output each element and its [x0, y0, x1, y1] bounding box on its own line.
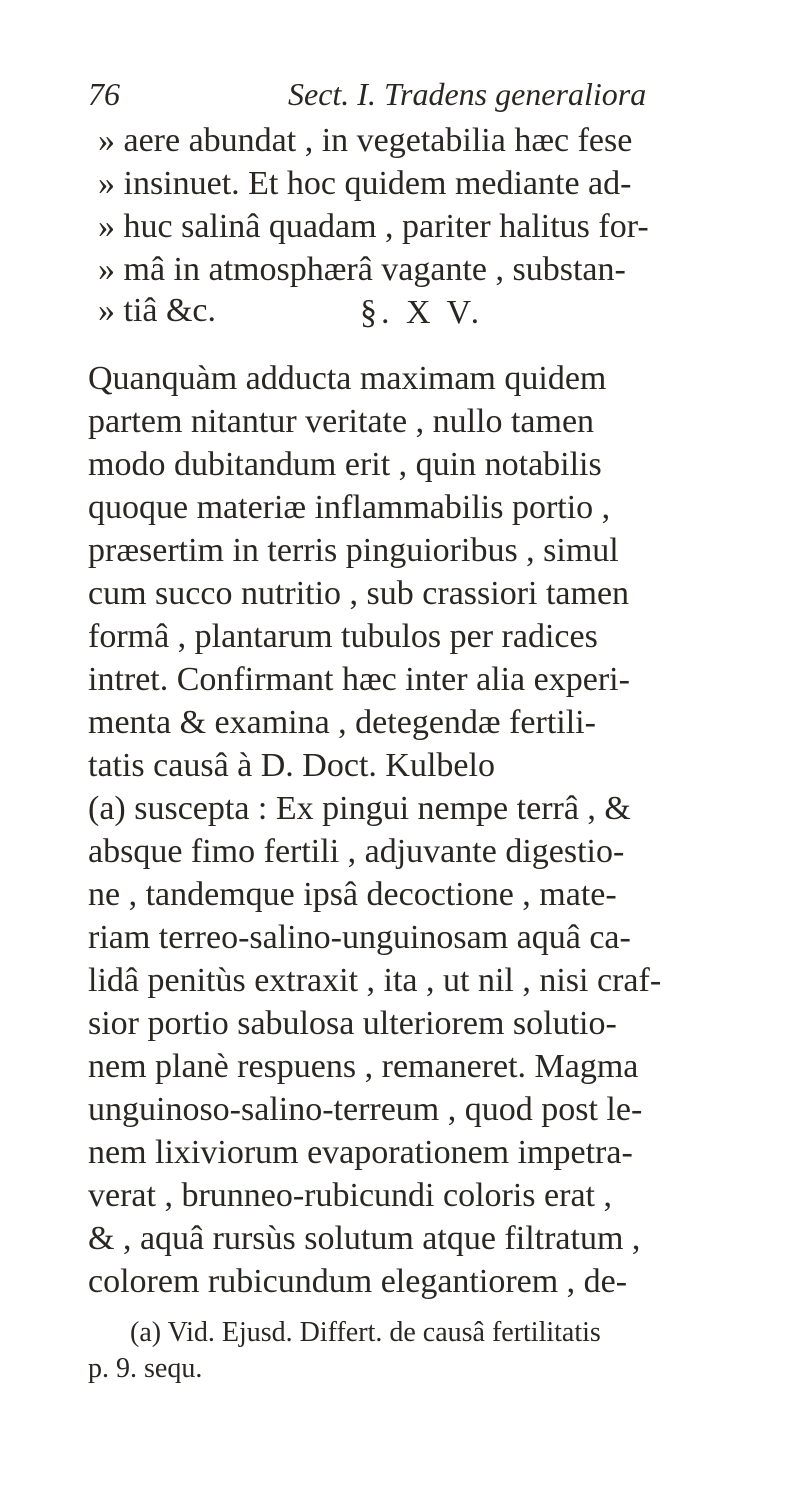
body-line: riam terreo-salino-unguinosam aquâ ca-: [88, 919, 631, 956]
body-line: unguinoso-salino-terreum , quod post le-: [88, 1091, 643, 1128]
body-line: Quanquàm adducta maximam quidem: [88, 360, 607, 397]
body-line: & , aquâ rursùs solutum atque filtratum ,: [88, 1220, 641, 1257]
body-line: verat , brunneo-rubicundi coloris erat ,: [88, 1177, 612, 1214]
body-line: colorem rubicundum elegantiorem , de-: [88, 1263, 628, 1300]
section-heading: §. X V.: [360, 294, 484, 331]
quote-line: » aere abundat , in vegetabilia hæc fese: [98, 122, 633, 159]
body-line: sior portio sabulosa ulteriorem solutio-: [88, 1005, 617, 1042]
footnote-line: (a) Vid. Ejusd. Differt. de causâ fertilitatis: [130, 1317, 601, 1348]
body-line: lidâ penitùs extraxit , ita , ut nil , nisi craf-: [88, 962, 662, 999]
body-line: modo dubitandum erit , quin notabilis: [88, 446, 602, 483]
body-line: ne , tandemque ipsâ decoctione , mate-: [88, 876, 617, 913]
running-title: Sect. I. Tradens generaliora: [288, 76, 647, 112]
body-line: præsertim in terris pinguioribus , simul: [88, 532, 619, 569]
quote-line: » tiâ &c.: [98, 292, 217, 329]
body-line: absque fimo fertili , adjuvante digestio-: [88, 833, 625, 870]
page-header: [88, 74, 728, 114]
body-line: tatis causâ à D. Doct. Kulbelo: [88, 747, 495, 784]
quote-line: » huc salinâ quadam , pariter halitus for-: [98, 208, 649, 245]
body-line: quoque materiæ inflammabilis portio ,: [88, 489, 611, 526]
body-line: nem planè respuens , remaneret. Magma: [88, 1048, 639, 1085]
body-line: cum succo nutritio , sub crassiori tamen: [88, 575, 630, 612]
page-number: 76: [88, 76, 120, 112]
footnote-line: p. 9. sequ.: [88, 1353, 203, 1384]
quote-line: » insinuet. Et hoc quidem mediante ad-: [98, 165, 632, 202]
body-line: partem nitantur veritate , nullo tamen: [88, 403, 595, 440]
body-line: (a) suscepta : Ex pingui nempe terrâ , &: [88, 790, 631, 827]
body-line: formâ , plantarum tubulos per radices: [88, 618, 598, 655]
quote-line: » mâ in atmosphærâ vagante , substan-: [98, 251, 626, 288]
body-line: nem lixiviorum evaporationem impetra-: [88, 1134, 633, 1171]
body-line: intret. Confirmant hæc inter alia experi-: [88, 661, 630, 698]
body-line: menta & examina , detegendæ fertili-: [88, 704, 596, 741]
